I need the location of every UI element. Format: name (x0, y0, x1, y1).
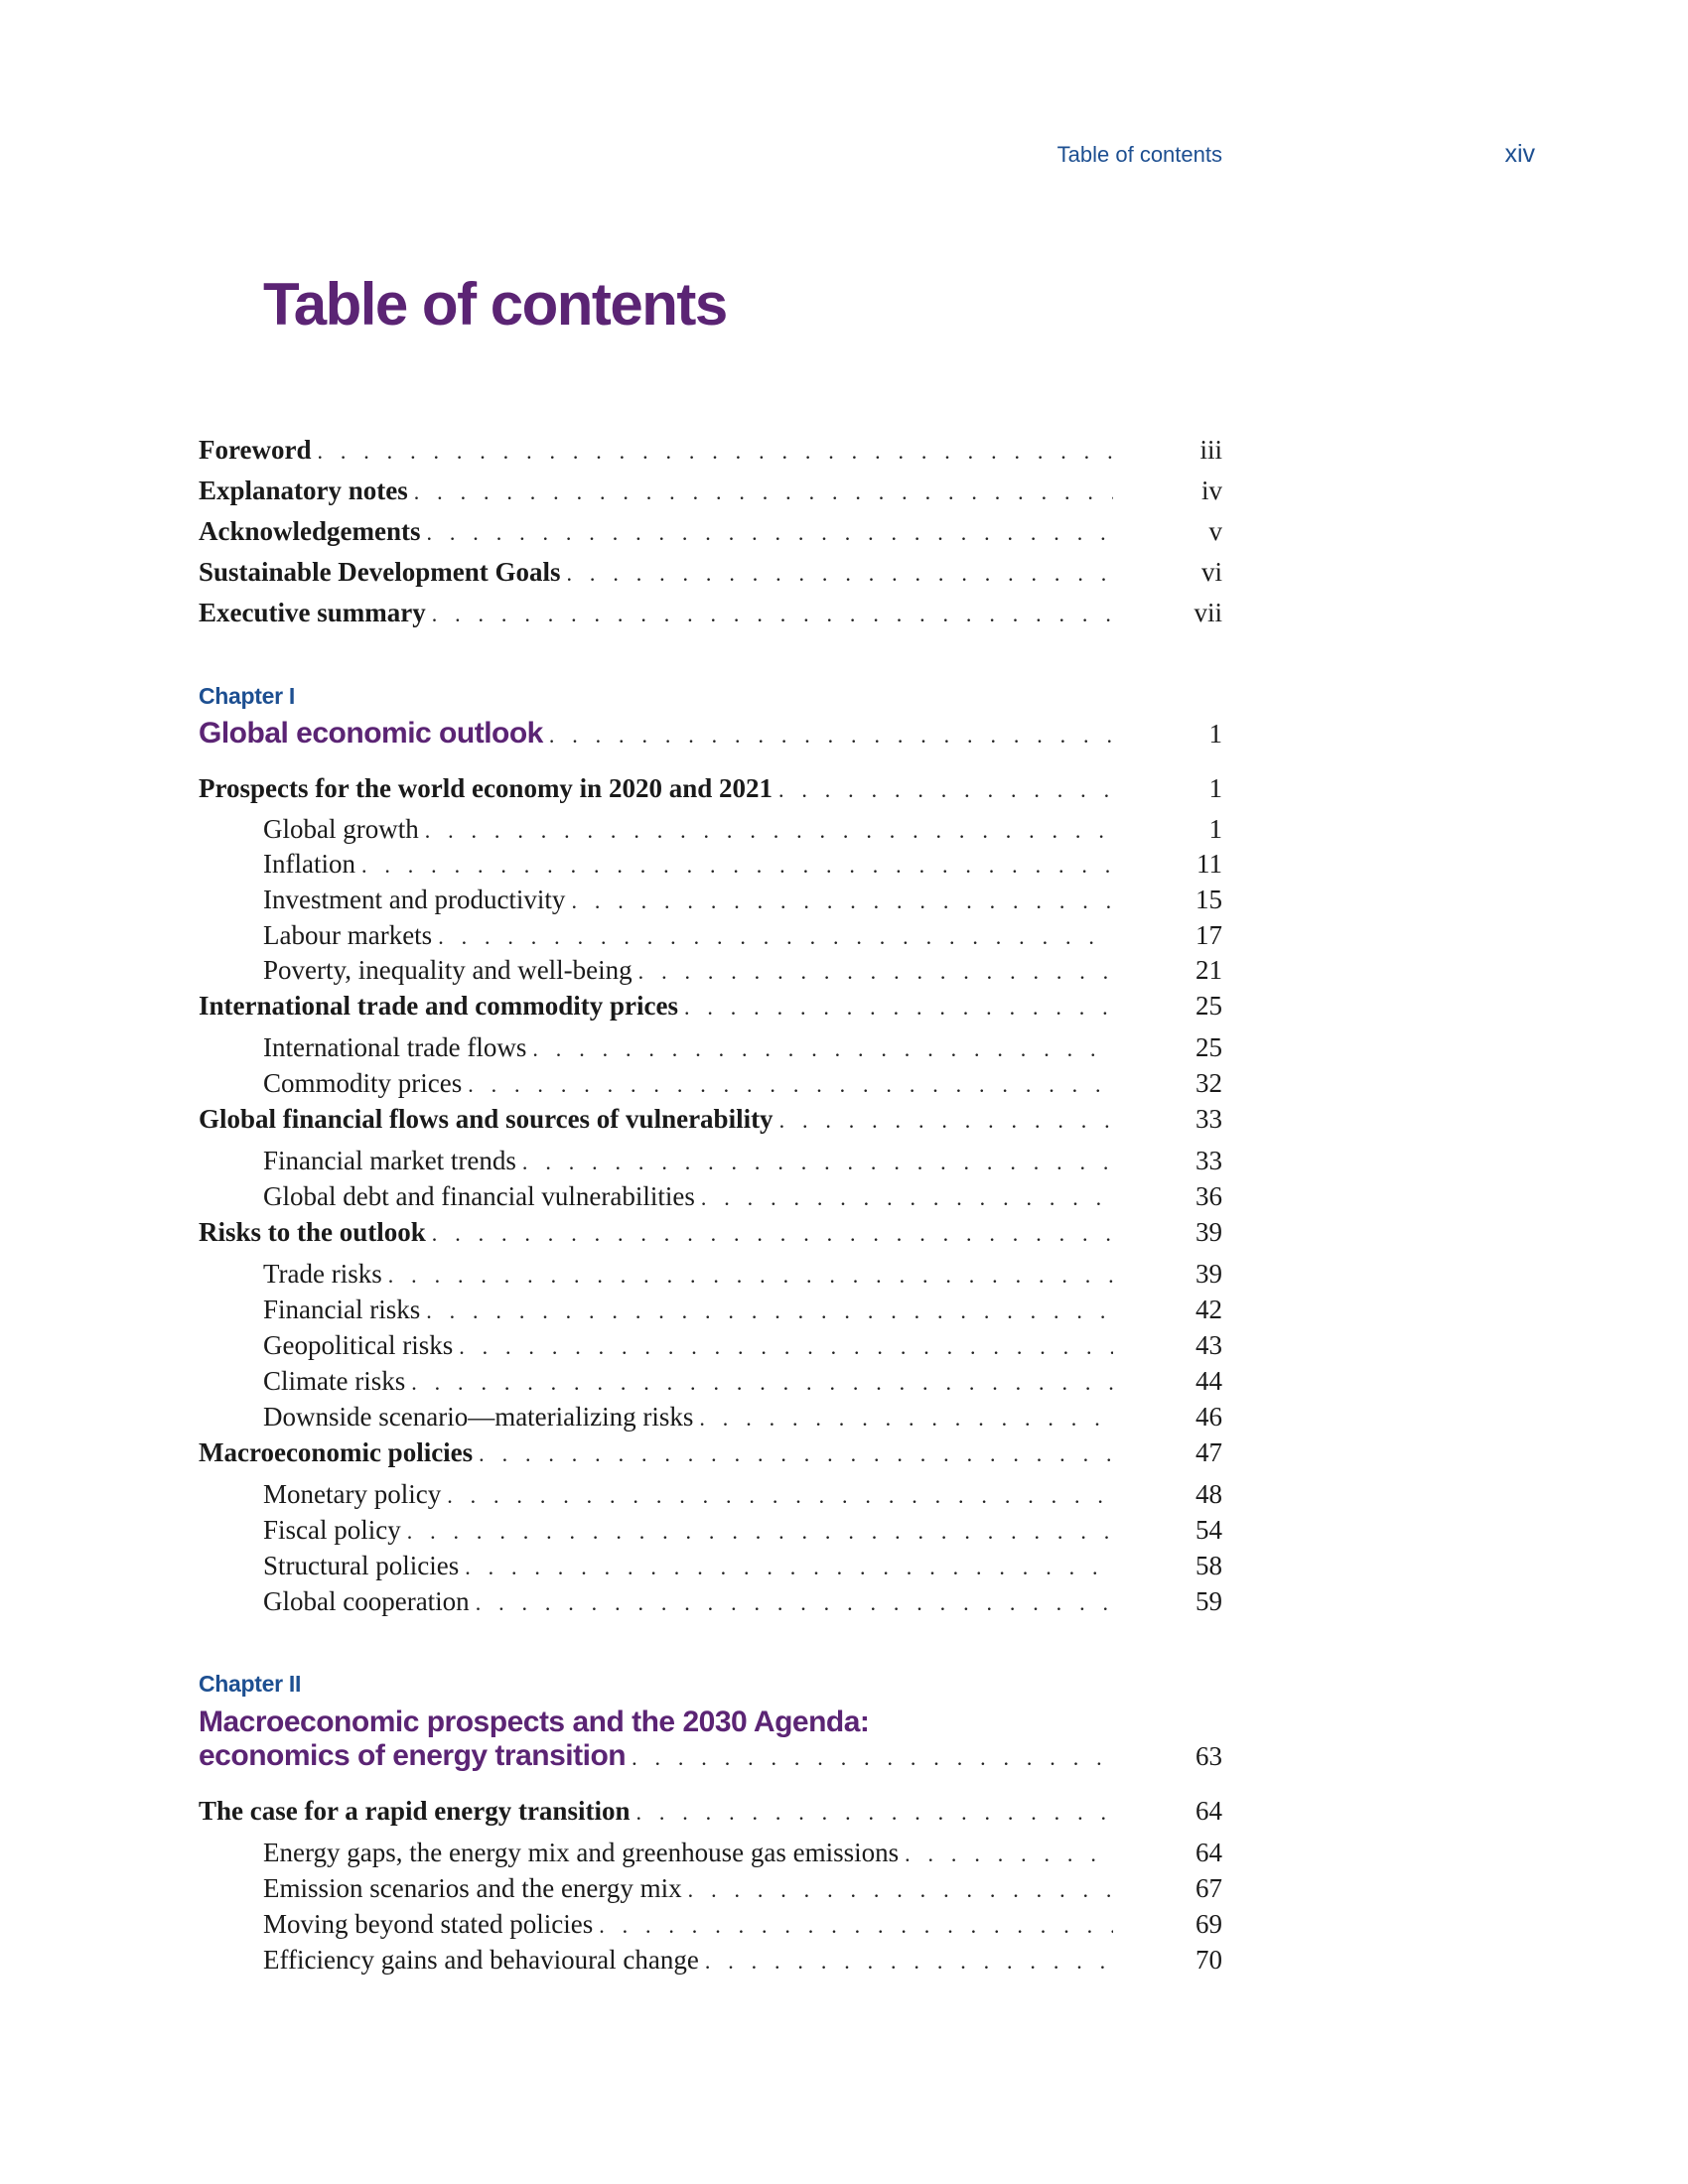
dot-leader (688, 1873, 1113, 1907)
dot-leader (465, 1551, 1113, 1584)
entry-title: Inflation (263, 849, 355, 879)
toc-entry[interactable] (199, 771, 1222, 807)
toc-entry[interactable] (263, 847, 1222, 883)
entry-title: Labour markets (263, 920, 433, 950)
entry-title: Fiscal policy (263, 1515, 401, 1545)
toc-entry[interactable] (263, 1144, 1222, 1179)
chapter-label: Chapter I (199, 683, 295, 709)
toc-entry[interactable] (263, 1477, 1222, 1513)
dot-leader (635, 1796, 1113, 1830)
entry-page: iv (1200, 476, 1222, 505)
entry-title: Structural policies (263, 1551, 460, 1580)
entry-title: Emission scenarios and the energy mix (263, 1873, 682, 1903)
dot-leader (638, 955, 1113, 989)
dot-leader (532, 1032, 1113, 1066)
toc-entry[interactable] (199, 1435, 1222, 1471)
entry-page: 63 (1196, 1741, 1222, 1771)
dot-leader (425, 814, 1113, 848)
toc-entry-chapter-1-title[interactable] (199, 717, 1222, 752)
entry-title: Global growth (263, 814, 419, 844)
entry-page: 47 (1196, 1437, 1222, 1467)
toc-entry[interactable] (263, 1030, 1222, 1066)
toc-entry[interactable] (199, 1215, 1222, 1251)
dot-leader (701, 1181, 1113, 1215)
dot-leader (432, 1217, 1113, 1251)
entry-title: Explanatory notes (199, 476, 408, 505)
entry-page: 1 (1208, 814, 1222, 844)
entry-page: 39 (1196, 1217, 1222, 1247)
running-title: Table of contents (1056, 142, 1222, 167)
entry-page: 67 (1196, 1873, 1222, 1903)
dot-leader (684, 991, 1113, 1024)
dot-leader (459, 1330, 1113, 1364)
entry-title: Climate risks (263, 1366, 406, 1396)
dot-leader (432, 598, 1113, 631)
dot-leader (388, 1259, 1113, 1293)
entry-title: Foreword (199, 435, 312, 465)
toc-entry[interactable] (263, 953, 1222, 989)
entry-title: Commodity prices (263, 1068, 463, 1098)
toc-entry-explanatory-notes[interactable] (199, 474, 1222, 509)
dot-leader (778, 773, 1113, 807)
dot-leader (479, 1437, 1113, 1471)
entry-page: 11 (1196, 849, 1222, 879)
entry-title: Efficiency gains and behavioural change (263, 1945, 699, 1975)
toc-entry[interactable] (263, 1836, 1222, 1871)
toc-entry-executive-summary[interactable] (199, 596, 1222, 631)
chapter-label: Chapter II (199, 1671, 302, 1697)
entry-page: 70 (1196, 1945, 1222, 1975)
entry-title: Downside scenario—materializing risks (263, 1402, 694, 1432)
entry-title: Risks to the outlook (199, 1217, 426, 1247)
entry-page: 64 (1196, 1796, 1222, 1826)
dot-leader (779, 1104, 1113, 1138)
toc-entry[interactable] (263, 1943, 1222, 1979)
entry-page: iii (1199, 435, 1222, 465)
entry-title: Investment and productivity (263, 885, 566, 914)
dot-leader (361, 849, 1113, 883)
entry-page: 43 (1196, 1330, 1222, 1360)
entry-page: v (1208, 516, 1222, 546)
entry-title: Financial market trends (263, 1146, 516, 1175)
entry-title: Global financial flows and sources of vulnerability (199, 1104, 774, 1134)
dot-leader (705, 1945, 1113, 1979)
dot-leader (317, 435, 1113, 469)
dot-leader (447, 1479, 1113, 1513)
entry-page: 25 (1196, 991, 1222, 1021)
entry-title: Poverty, inequality and well-being (263, 955, 633, 985)
dot-leader (522, 1146, 1113, 1179)
page-title: Table of contents (263, 271, 727, 338)
entry-page: 59 (1196, 1586, 1222, 1616)
entry-page: 1 (1208, 719, 1222, 749)
entry-title: Sustainable Development Goals (199, 557, 561, 587)
page-number: xiv (1504, 140, 1535, 168)
toc-entry-chapter-2-title[interactable] (199, 1739, 1222, 1775)
entry-page: 48 (1196, 1479, 1222, 1509)
dot-leader (468, 1068, 1113, 1102)
entry-page: 21 (1196, 955, 1222, 985)
dot-leader (549, 719, 1113, 752)
toc-entry[interactable] (199, 1794, 1222, 1830)
entry-page: 69 (1196, 1909, 1222, 1939)
entry-title: Global cooperation (263, 1586, 470, 1616)
entry-page: vii (1194, 598, 1222, 627)
entry-page: 25 (1196, 1032, 1222, 1062)
dot-leader (905, 1838, 1113, 1871)
dot-leader (476, 1586, 1113, 1620)
entry-title: Global economic outlook (199, 717, 543, 750)
entry-page: 36 (1196, 1181, 1222, 1211)
entry-title: International trade and commodity prices (199, 991, 678, 1021)
dot-leader (571, 885, 1113, 918)
toc-entry[interactable] (263, 1066, 1222, 1102)
entry-title: Global debt and financial vulnerabilities (263, 1181, 695, 1211)
entry-title: Moving beyond stated policies (263, 1909, 594, 1939)
entry-page: 58 (1196, 1551, 1222, 1580)
entry-page: 17 (1196, 920, 1222, 950)
entry-title: Financial risks (263, 1295, 421, 1324)
toc-entry[interactable] (263, 1293, 1222, 1328)
entry-page: 46 (1196, 1402, 1222, 1432)
toc-entry[interactable] (263, 1584, 1222, 1620)
chapter-title-line[interactable]: Macroeconomic prospects and the 2030 Agenda: (199, 1706, 870, 1738)
entry-page: 1 (1208, 773, 1222, 803)
dot-leader (407, 1515, 1113, 1549)
entry-title: Energy gaps, the energy mix and greenhouse gas emissions (263, 1838, 900, 1867)
entry-title: Executive summary (199, 598, 426, 627)
toc-entry[interactable] (263, 1328, 1222, 1364)
dot-leader (599, 1909, 1113, 1943)
entry-page: 54 (1196, 1515, 1222, 1545)
dot-leader (426, 1295, 1113, 1328)
entry-title: economics of energy transition (199, 1739, 627, 1772)
toc-entry-acknowledgements[interactable] (199, 514, 1222, 550)
dot-leader (427, 516, 1114, 550)
dot-leader (438, 920, 1113, 954)
entry-title: Monetary policy (263, 1479, 442, 1509)
toc-entry[interactable] (263, 1400, 1222, 1435)
toc-entry[interactable] (263, 1179, 1222, 1215)
dot-leader (567, 557, 1113, 591)
entry-page: 15 (1196, 885, 1222, 914)
toc-entry[interactable] (199, 989, 1222, 1024)
dot-leader (632, 1741, 1113, 1775)
entry-title: Acknowledgements (199, 516, 421, 546)
entry-title: Prospects for the world economy in 2020 and 2021 (199, 773, 773, 803)
toc-entry[interactable] (263, 1364, 1222, 1400)
entry-page: vi (1200, 557, 1222, 587)
entry-title: International trade flows (263, 1032, 527, 1062)
entry-title: Trade risks (263, 1259, 382, 1289)
entry-page: 64 (1196, 1838, 1222, 1867)
dot-leader (414, 476, 1113, 509)
toc-entry[interactable] (263, 1871, 1222, 1907)
entry-title: The case for a rapid energy transition (199, 1796, 631, 1826)
entry-page: 44 (1196, 1366, 1222, 1396)
entry-page: 32 (1196, 1068, 1222, 1098)
entry-page: 33 (1196, 1104, 1222, 1134)
entry-page: 42 (1196, 1295, 1222, 1324)
toc-entry[interactable] (263, 1907, 1222, 1943)
toc-entry[interactable] (263, 883, 1222, 918)
entry-page: 39 (1196, 1259, 1222, 1289)
entry-title: Macroeconomic policies (199, 1437, 474, 1467)
dot-leader (699, 1402, 1113, 1435)
entry-page: 33 (1196, 1146, 1222, 1175)
toc-entry[interactable] (199, 1102, 1222, 1138)
toc-entry[interactable] (263, 918, 1222, 954)
toc-entry[interactable] (263, 1549, 1222, 1584)
toc-entry[interactable] (263, 812, 1222, 848)
toc-entry-foreword[interactable] (199, 433, 1222, 469)
toc-entry-sdgs[interactable] (199, 555, 1222, 591)
toc-entry[interactable] (263, 1513, 1222, 1549)
dot-leader (411, 1366, 1113, 1400)
toc-entry[interactable] (263, 1257, 1222, 1293)
entry-title: Geopolitical risks (263, 1330, 454, 1360)
